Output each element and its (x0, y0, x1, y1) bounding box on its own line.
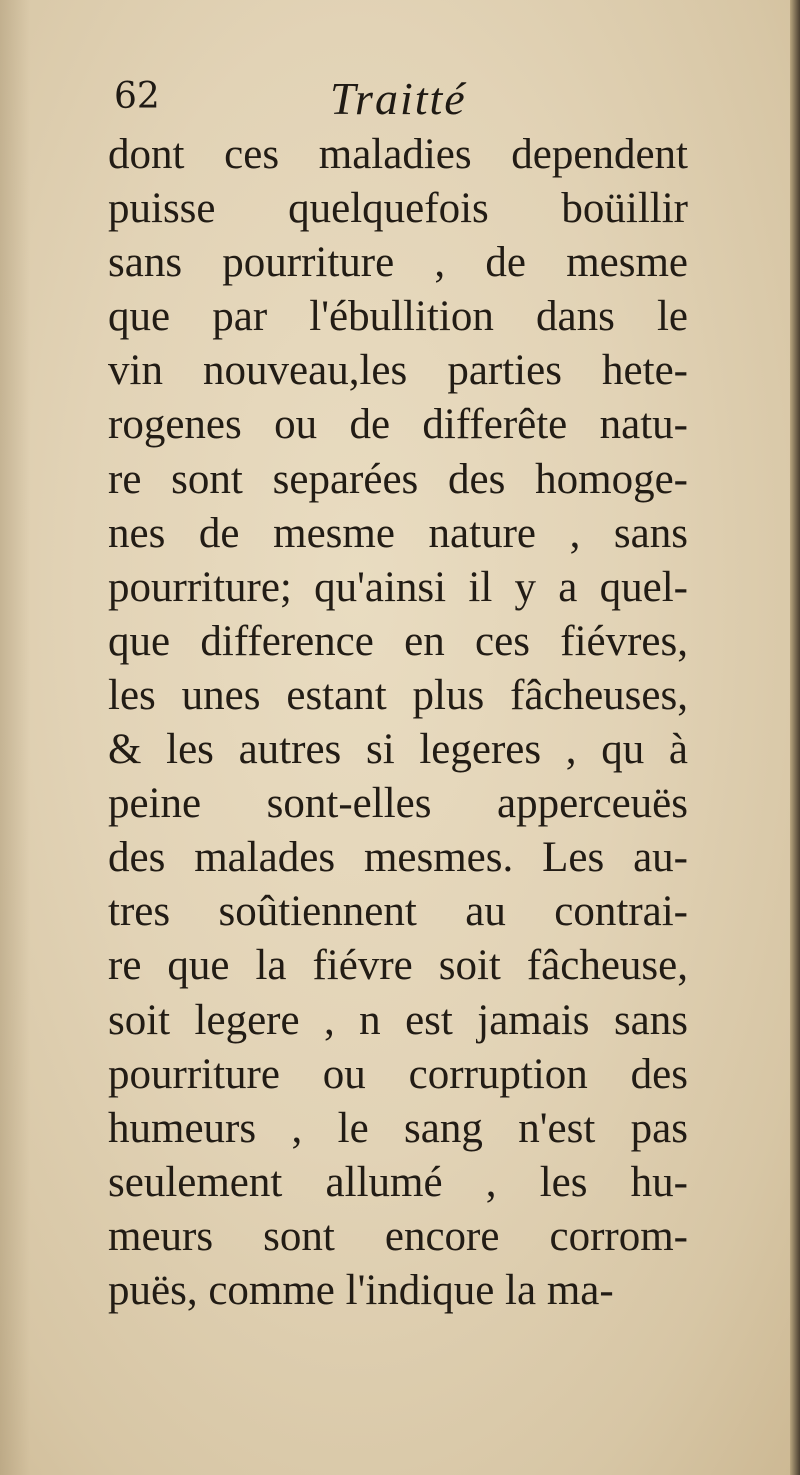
text-line: dont ces maladies dependent (108, 131, 688, 178)
text-line: les unes estant plus fâcheuses, (108, 671, 688, 719)
text-line: vin nouveau,les parties hete- (108, 347, 688, 395)
text-line: des malades mesmes. Les au- (108, 834, 688, 882)
gutter-shadow (0, 0, 30, 1475)
running-head: Traitté (330, 73, 467, 124)
text-line: humeurs , le sang n'est pas (108, 1104, 688, 1152)
text-line: que par l'ébullition dans le (108, 293, 688, 341)
text-line: sans pourriture , de mesme (108, 239, 688, 287)
text-line: que difference en ces fiévres, (108, 617, 688, 665)
text-line: rogenes ou de differête natu- (108, 401, 688, 449)
text-line: nes de mesme nature , sans (108, 509, 688, 557)
page-number: 62 (114, 76, 160, 117)
text-line: pourriture ou corruption des (108, 1050, 688, 1098)
text-line: puisse quelquefois boüillir (108, 185, 688, 233)
text-line: puës, comme l'indique la ma- (108, 1266, 614, 1314)
text-line: re que la fiévre soit fâcheuse, (108, 942, 688, 990)
text-line: pourriture; qu'ainsi il y a quel- (108, 563, 688, 611)
page-edge (790, 0, 800, 1475)
page-header (108, 72, 668, 132)
text-line: meurs sont encore corrom- (108, 1212, 688, 1260)
text-line: peine sont-elles apperceuës (108, 780, 688, 828)
text-line: soit legere , n est jamais sans (108, 996, 688, 1044)
text-line: re sont separées des homoge- (108, 455, 688, 503)
body-text (108, 128, 688, 1318)
text-line: tres soûtiennent au contrai- (108, 888, 688, 936)
text-line: seulement allumé , les hu- (108, 1158, 688, 1206)
text-line: & les autres si legeres , qu à (108, 726, 688, 774)
